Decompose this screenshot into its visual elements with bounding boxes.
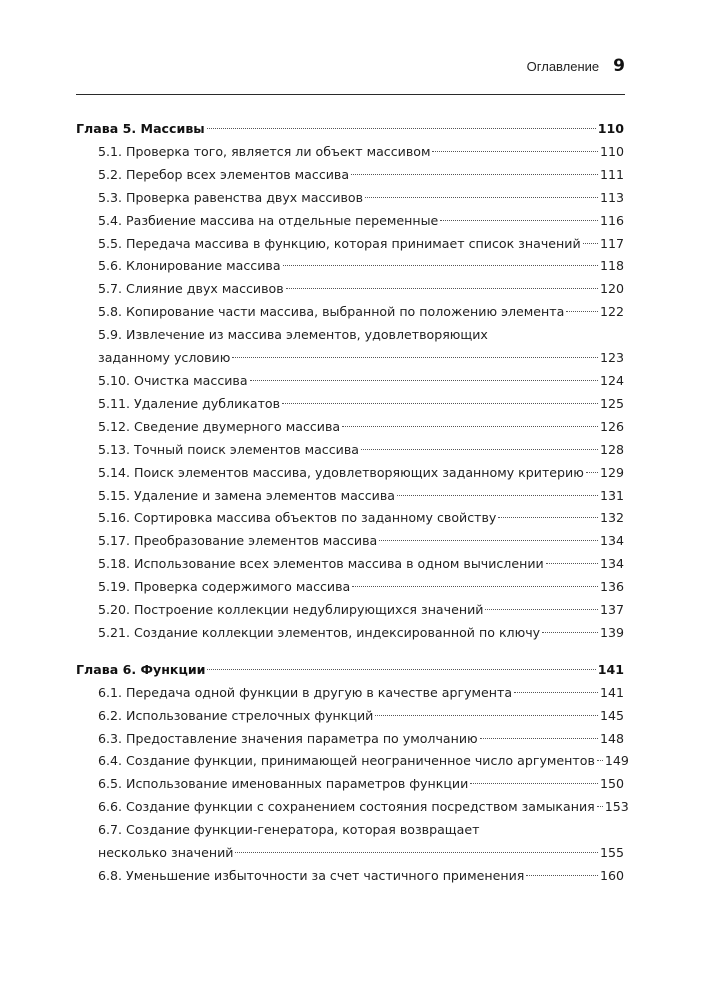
- dot-leader: [286, 288, 598, 289]
- toc-section-page: 148: [599, 730, 624, 746]
- toc-section-title: 6.2. Использование стрелочных функций: [98, 707, 374, 723]
- toc-section-entry: [76, 416, 624, 439]
- dot-leader: [207, 128, 596, 129]
- toc-section-entry: [76, 301, 624, 324]
- dot-leader: [250, 380, 598, 381]
- toc-section-page: 120: [599, 281, 624, 297]
- toc-section-title: 6.4. Создание функции, принимающей неограниченное число аргументов: [98, 753, 595, 769]
- toc-section-page: 134: [599, 556, 624, 572]
- toc-section-entry: [76, 439, 624, 462]
- dot-leader: [597, 760, 603, 761]
- running-header-section: Оглавление: [526, 59, 600, 74]
- header-rule: [76, 94, 625, 95]
- toc-section-title: 6.8. Уменьшение избыточности за счет частичного применения: [98, 868, 525, 883]
- toc-section-entry: [76, 796, 629, 819]
- toc-section-title: 5.19. Проверка содержимого массива: [98, 579, 351, 595]
- toc-section-title: 5.10. Очистка массива: [98, 372, 248, 388]
- toc-section-title-line2: заданному условию: [98, 350, 231, 366]
- toc-section-page: 125: [599, 395, 624, 411]
- toc-section-page: 155: [599, 845, 624, 861]
- toc-section-entry: [76, 324, 624, 370]
- toc-section-page: 134: [599, 533, 624, 549]
- dot-leader: [232, 357, 598, 358]
- dot-leader: [440, 220, 598, 221]
- toc-section-entry: [76, 210, 624, 233]
- toc-section-entry: [76, 141, 624, 164]
- toc-section-title: 5.8. Копирование части массива, выбранной по положению элемента: [98, 304, 565, 320]
- dot-leader: [583, 243, 598, 244]
- toc-section-title: 5.12. Сведение двумерного массива: [98, 418, 341, 434]
- toc-section-title: 5.4. Разбиение массива на отдельные переменные: [98, 212, 439, 228]
- toc-section-entry: [76, 370, 624, 393]
- toc-section-page: 132: [599, 510, 624, 526]
- dot-leader: [283, 265, 598, 266]
- toc-section-page: 160: [599, 868, 624, 883]
- toc-section-entry: [76, 187, 624, 210]
- toc-section-title: 5.21. Создание коллекции элементов, индексированной по ключу: [98, 624, 541, 640]
- toc-section-page: 126: [599, 418, 624, 434]
- toc-section-title: 5.3. Проверка равенства двух массивов: [98, 189, 364, 205]
- dot-leader: [352, 586, 598, 587]
- toc-section-title: 5.14. Поиск элементов массива, удовлетворяющих заданному критерию: [98, 464, 584, 480]
- toc-chapter: [76, 118, 624, 645]
- dot-leader: [432, 151, 597, 152]
- toc-section-entry: [76, 553, 624, 576]
- toc-chapter-entry: [76, 118, 624, 141]
- toc-chapter-title: Глава 6. Функции: [76, 661, 206, 677]
- toc-section-page: 117: [599, 235, 624, 251]
- toc-chapter-page: 141: [597, 661, 624, 677]
- running-header: [76, 56, 625, 76]
- toc-section-page: 150: [599, 776, 624, 792]
- toc-section-title: 5.17. Преобразование элементов массива: [98, 533, 378, 549]
- toc-section-page: 153: [604, 799, 629, 815]
- dot-leader: [379, 540, 598, 541]
- toc-section-page: 124: [599, 372, 624, 388]
- toc-section-page: 113: [599, 189, 624, 205]
- toc-section-entry: [76, 819, 624, 865]
- toc-section-page: 128: [599, 441, 624, 457]
- toc-section-entry: [76, 530, 624, 553]
- toc-section-title: 5.5. Передача массива в функцию, которая принимает список значений: [98, 235, 581, 251]
- toc-section-page: 141: [599, 684, 624, 700]
- toc-section-title: 5.2. Перебор всех элементов массива: [98, 166, 350, 182]
- toc-section-title: 5.11. Удаление дубликатов: [98, 395, 281, 411]
- toc-section-title: 5.16. Сортировка массива объектов по заданному свойству: [98, 510, 497, 526]
- dot-leader: [542, 632, 598, 633]
- toc-section-page: 110: [599, 143, 624, 159]
- toc-section-page: 139: [599, 624, 624, 640]
- dot-leader: [470, 783, 598, 784]
- toc-section-entry: [76, 278, 624, 301]
- dot-leader: [361, 449, 598, 450]
- dot-leader: [566, 311, 598, 312]
- toc-section-page: 136: [599, 579, 624, 595]
- dot-leader: [235, 852, 598, 853]
- toc-section-title: 6.3. Предоставление значения параметра по умолчанию: [98, 730, 478, 746]
- toc-section-entry: [76, 576, 624, 599]
- dot-leader: [485, 609, 598, 610]
- toc-section-title: 5.1. Проверка того, является ли объект массивом: [98, 143, 431, 159]
- dot-leader: [586, 472, 598, 473]
- toc-chapter: [76, 659, 629, 888]
- toc-section-title: 5.7. Слияние двух массивов: [98, 281, 284, 297]
- toc-section-title: 6.1. Передача одной функции в другую в качестве аргумента: [98, 684, 513, 700]
- toc-section-title: 5.13. Точный поиск элементов массива: [98, 441, 359, 457]
- toc-section-entry: [76, 728, 624, 751]
- toc-section-entry: [76, 164, 624, 187]
- toc-section-page: 116: [599, 212, 624, 228]
- dot-leader: [526, 875, 598, 876]
- toc-section-page: 131: [599, 487, 624, 503]
- dot-leader: [375, 715, 598, 716]
- toc-section-entry: [76, 462, 624, 485]
- toc-section-page: 137: [599, 602, 624, 618]
- toc-section-entry: [76, 393, 624, 416]
- toc-chapter-title: Глава 5. Массивы: [76, 121, 205, 136]
- toc-section-title: 5.20. Построение коллекции недублирующихся значений: [98, 602, 484, 618]
- toc-section-page: 145: [599, 707, 624, 723]
- toc-section-page: 149: [604, 753, 629, 769]
- dot-leader: [397, 495, 598, 496]
- toc-section-entry: [76, 622, 624, 645]
- dot-leader: [597, 806, 603, 807]
- toc-section-entry: [76, 507, 624, 530]
- toc-section-page: 129: [599, 464, 624, 480]
- dot-leader: [365, 197, 598, 198]
- toc-section-title: 5.18. Использование всех элементов массива в одном вычислении: [98, 556, 544, 572]
- dot-leader: [342, 426, 598, 427]
- toc-chapter-page: 110: [597, 121, 624, 136]
- toc-section-entry: [76, 750, 629, 773]
- toc-section-title-line1: 5.9. Извлечение из массива элементов, удовлетворяющих: [98, 327, 488, 343]
- toc-section-entry: [76, 255, 624, 278]
- page-number: 9: [613, 56, 625, 76]
- dot-leader: [480, 738, 598, 739]
- toc-section-entry: [76, 865, 624, 888]
- dot-leader: [351, 174, 598, 175]
- toc-section-page: 123: [599, 350, 624, 366]
- toc-section-entry: [76, 705, 624, 728]
- toc-section-entry: [76, 233, 624, 256]
- toc-section-entry: [76, 773, 624, 796]
- dot-leader: [546, 563, 598, 564]
- toc-section-page: 118: [599, 258, 624, 274]
- dot-leader: [282, 403, 598, 404]
- toc-section-title: 6.5. Использование именованных параметров функции: [98, 776, 469, 792]
- toc-section-title-line1: 6.7. Создание функции-генератора, которая возвращает: [98, 822, 480, 838]
- toc-section-title-line2: несколько значений: [98, 845, 234, 861]
- toc-section-entry: [76, 599, 624, 622]
- toc-section-title: 5.15. Удаление и замена элементов массива: [98, 487, 395, 503]
- toc-section-title: 6.6. Создание функции с сохранением состояния посредством замыкания: [98, 799, 595, 815]
- toc-chapter-entry: [76, 659, 624, 682]
- toc-section-page: 111: [599, 166, 624, 182]
- dot-leader: [207, 669, 595, 670]
- dot-leader: [514, 692, 598, 693]
- toc-section-entry: [76, 682, 624, 705]
- toc-section-title: 5.6. Клонирование массива: [98, 258, 281, 274]
- toc-section-entry: [76, 485, 624, 508]
- dot-leader: [498, 517, 598, 518]
- table-of-contents: [76, 118, 629, 902]
- toc-section-page: 122: [599, 304, 624, 320]
